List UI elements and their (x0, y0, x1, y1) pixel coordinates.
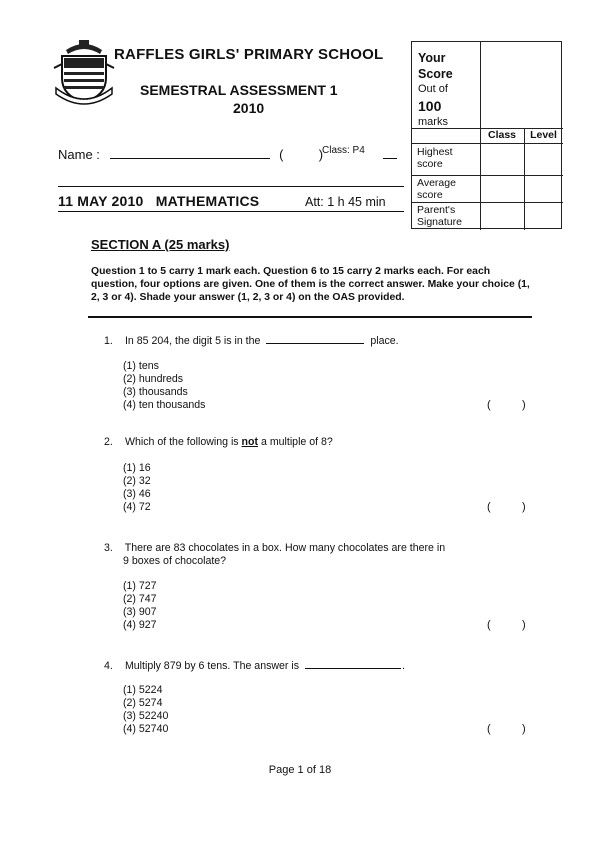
exam-date-subject (58, 193, 259, 209)
question-text-end: . (402, 660, 405, 672)
answer-paren-open: ( (487, 501, 491, 513)
name-label: Name : (58, 147, 100, 162)
page-number: Page 1 of 18 (268, 764, 332, 776)
score-score: Score (418, 67, 453, 81)
school-name: RAFFLES GIRLS' PRIMARY SCHOOL (114, 46, 384, 63)
question-text: There are 83 chocolates in a box. How many chocolates are there in (124, 542, 446, 554)
option-4[interactable]: (4) ten thousands (123, 399, 206, 411)
question-3 (104, 542, 445, 555)
divider (88, 316, 532, 318)
index-paren-close: ) (318, 147, 324, 162)
row-parent-signature: Parent's Signature (417, 204, 462, 228)
answer-blank (305, 658, 401, 669)
answer-paren-open: ( (487, 723, 491, 735)
option-4[interactable]: (4) 52740 (123, 723, 169, 735)
assessment-title: SEMESTRAL ASSESSMENT 1 (140, 82, 338, 98)
option-4[interactable]: (4) 72 (123, 501, 151, 513)
question-number: 4. (104, 660, 113, 672)
section-instructions: Question 1 to 5 carry 1 mark each. Question 6 to 15 carry 2 marks each. For each question, four options are given. One of them is the correct answer. Make your choice (1, 2, 3 or 4). Shade your answer (1, 2, 3 or 4) on the OAS provided. (91, 266, 530, 303)
row-highest: Highest score (417, 146, 453, 170)
answer-paren-open: ( (487, 619, 491, 631)
question-3-options (123, 580, 157, 632)
option-2[interactable]: (2) 5274 (123, 697, 163, 709)
option-2[interactable]: (2) hundreds (123, 373, 184, 385)
question-number: 3. (104, 542, 113, 554)
question-text-end: a multiple of 8? (260, 436, 333, 448)
score-total: 100 (418, 98, 442, 114)
question-1 (104, 333, 399, 348)
assessment-year: 2010 (233, 100, 265, 116)
question-number: 1. (104, 335, 113, 347)
question-text-end: place. (370, 335, 399, 347)
index-paren-open: ( (279, 147, 284, 162)
option-1[interactable]: (1) 727 (123, 580, 157, 592)
question-text: In 85 204, the digit 5 is in the (124, 335, 261, 347)
option-1[interactable]: (1) tens (123, 360, 159, 372)
divider (58, 211, 404, 212)
score-box (411, 41, 562, 229)
question-number: 2. (104, 436, 113, 448)
answer-paren-open: ( (487, 399, 491, 411)
question-4 (104, 658, 405, 673)
name-row (58, 146, 323, 162)
option-4[interactable]: (4) 927 (123, 619, 157, 631)
option-2[interactable]: (2) 32 (123, 475, 151, 487)
score-your: Your (418, 51, 446, 65)
exam-duration: Att: 1 h 45 min (305, 195, 386, 209)
question-text: Multiply 879 by 6 tens. The answer is (124, 660, 300, 672)
school-crest-logo (52, 38, 116, 108)
question-3-line2: 9 boxes of chocolate? (123, 555, 227, 567)
question-emphasis: not (241, 436, 259, 448)
answer-blank (266, 333, 364, 344)
answer-paren-close: ) (522, 501, 526, 513)
col-level: Level (530, 129, 557, 141)
name-field[interactable] (110, 146, 270, 159)
question-1-options (123, 360, 205, 412)
option-3[interactable]: (3) 907 (123, 606, 157, 618)
answer-paren-close: ) (522, 723, 526, 735)
exam-date: 11 MAY 2010 (58, 193, 144, 209)
exam-subject: MATHEMATICS (155, 193, 260, 209)
answer-paren-close: ) (522, 619, 526, 631)
question-2 (104, 436, 333, 449)
option-3[interactable]: (3) 46 (123, 488, 151, 500)
question-4-options (123, 684, 168, 736)
col-class: Class (487, 129, 517, 141)
divider (58, 186, 404, 187)
answer-paren-close: ) (522, 399, 526, 411)
score-marks: marks (418, 116, 448, 128)
class-field[interactable] (383, 158, 397, 159)
section-title: SECTION A (25 marks) (91, 237, 230, 252)
question-2-options (123, 462, 151, 514)
class-label: Class: P4 (322, 145, 365, 156)
option-2[interactable]: (2) 747 (123, 593, 157, 605)
option-1[interactable]: (1) 16 (123, 462, 151, 474)
question-text: Which of the following is (124, 436, 239, 448)
row-average: Average score (417, 177, 456, 201)
score-out-of: Out of (418, 83, 448, 95)
option-3[interactable]: (3) thousands (123, 386, 188, 398)
option-1[interactable]: (1) 5224 (123, 684, 163, 696)
option-3[interactable]: (3) 52240 (123, 710, 169, 722)
